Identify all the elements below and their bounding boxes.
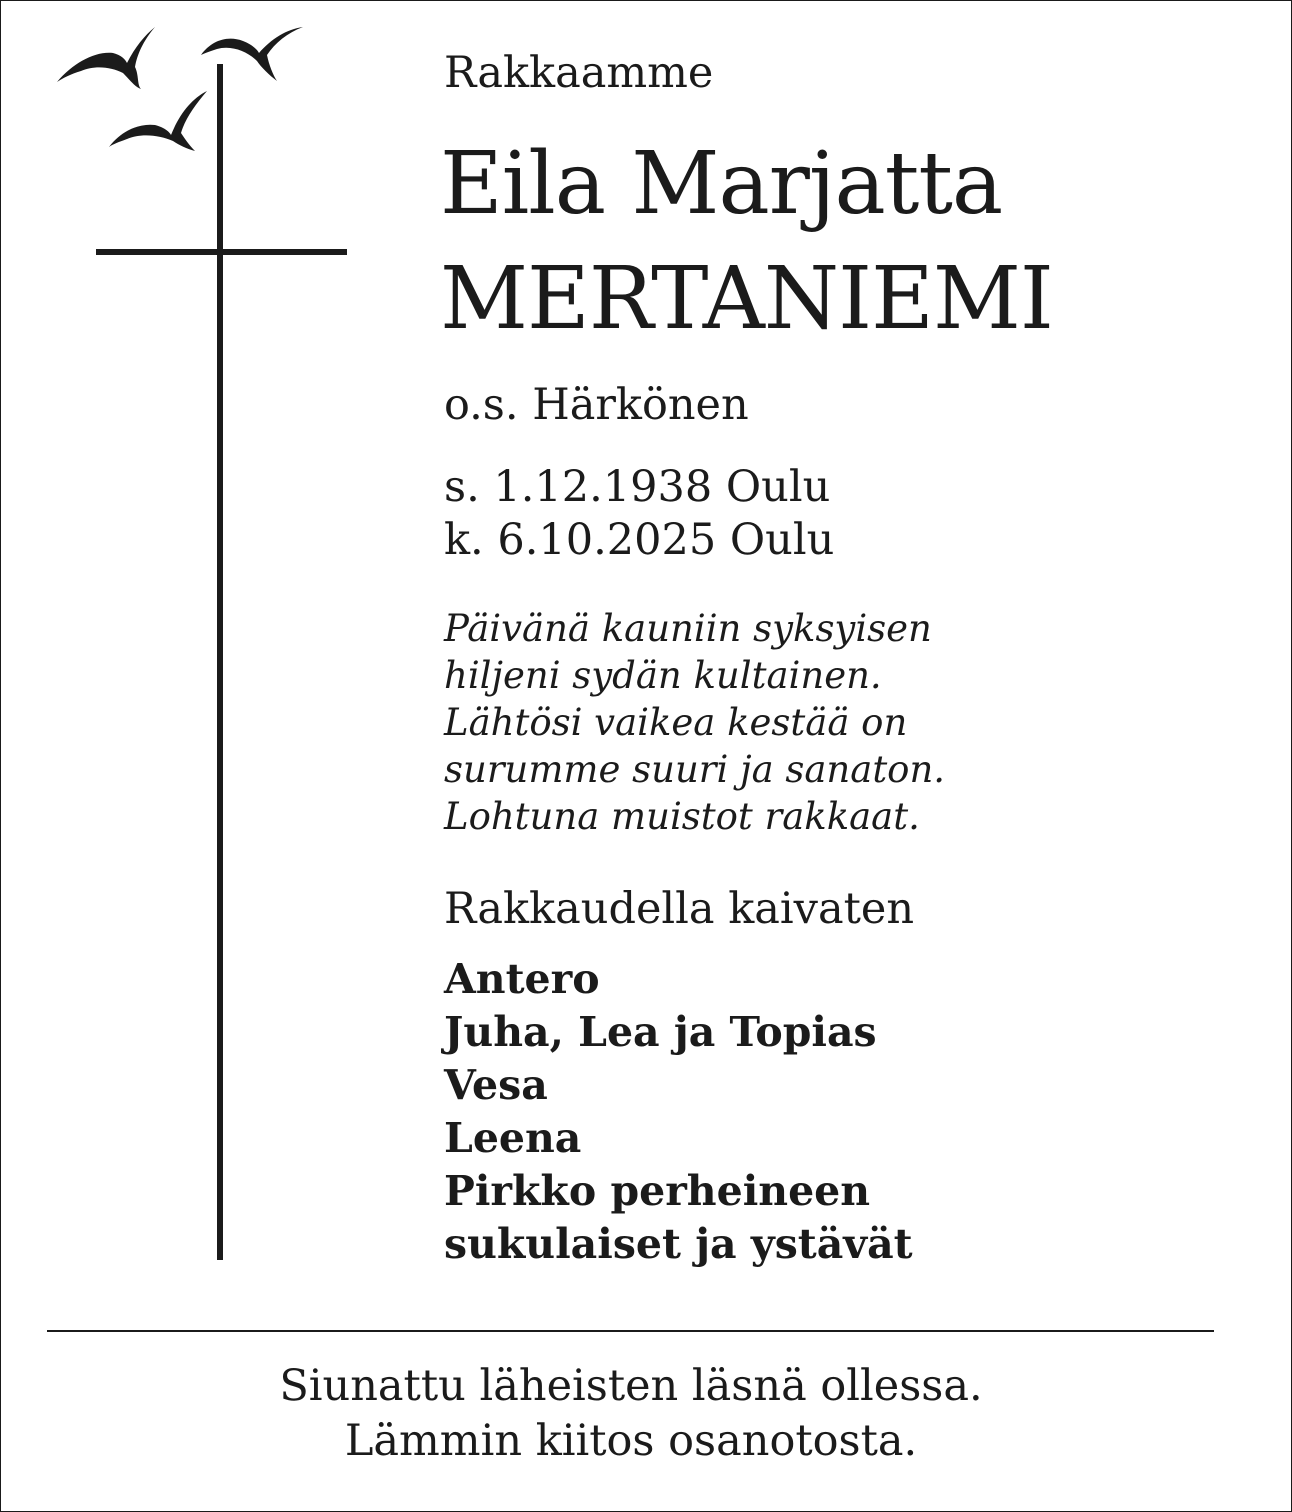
maiden-name: o.s. Härkönen bbox=[444, 380, 749, 430]
cross-horizontal-bar bbox=[96, 249, 347, 255]
footer-divider bbox=[47, 1330, 1214, 1332]
footer-line: Siunattu läheisten läsnä ollessa. bbox=[279, 1361, 983, 1411]
bird-icon bbox=[57, 27, 155, 89]
memorial-poem bbox=[444, 605, 945, 840]
mourner-name: Vesa bbox=[444, 1061, 548, 1109]
mourner-name: Pirkko perheineen bbox=[444, 1167, 871, 1215]
mourner-name: sukulaiset ja ystävät bbox=[444, 1220, 913, 1268]
mourner-name: Juha, Lea ja Topias bbox=[444, 1008, 877, 1056]
poem-line: hiljeni sydän kultainen. bbox=[444, 654, 882, 697]
footer-message bbox=[1, 1359, 1261, 1469]
footer-line: Lämmin kiitos osanotosta. bbox=[344, 1416, 918, 1466]
cross-vertical-bar bbox=[217, 64, 223, 1260]
birth-date: s. 1.12.1938 Oulu bbox=[444, 462, 831, 512]
poem-line: Lähtösi vaikea kestää on bbox=[444, 701, 908, 744]
deceased-first-names: Eila Marjatta bbox=[440, 134, 1003, 234]
poem-line: surumme suuri ja sanaton. bbox=[444, 748, 946, 791]
death-date: k. 6.10.2025 Oulu bbox=[444, 515, 835, 565]
bird-icon bbox=[109, 91, 207, 151]
poem-line: Lohtuna muistot rakkaat. bbox=[444, 795, 920, 838]
life-dates bbox=[444, 461, 834, 567]
mourners-intro: Rakkaudella kaivaten bbox=[444, 884, 915, 934]
deceased-surname: MERTANIEMI bbox=[440, 249, 1053, 349]
bird-icon bbox=[201, 27, 303, 81]
cross-with-birds-icon bbox=[51, 19, 361, 1269]
mourner-name: Antero bbox=[444, 955, 600, 1003]
mourner-name: Leena bbox=[444, 1114, 582, 1162]
poem-line: Päivänä kauniin syksyisen bbox=[444, 607, 932, 650]
mourners-list bbox=[444, 953, 913, 1271]
intro-text: Rakkaamme bbox=[444, 48, 714, 98]
